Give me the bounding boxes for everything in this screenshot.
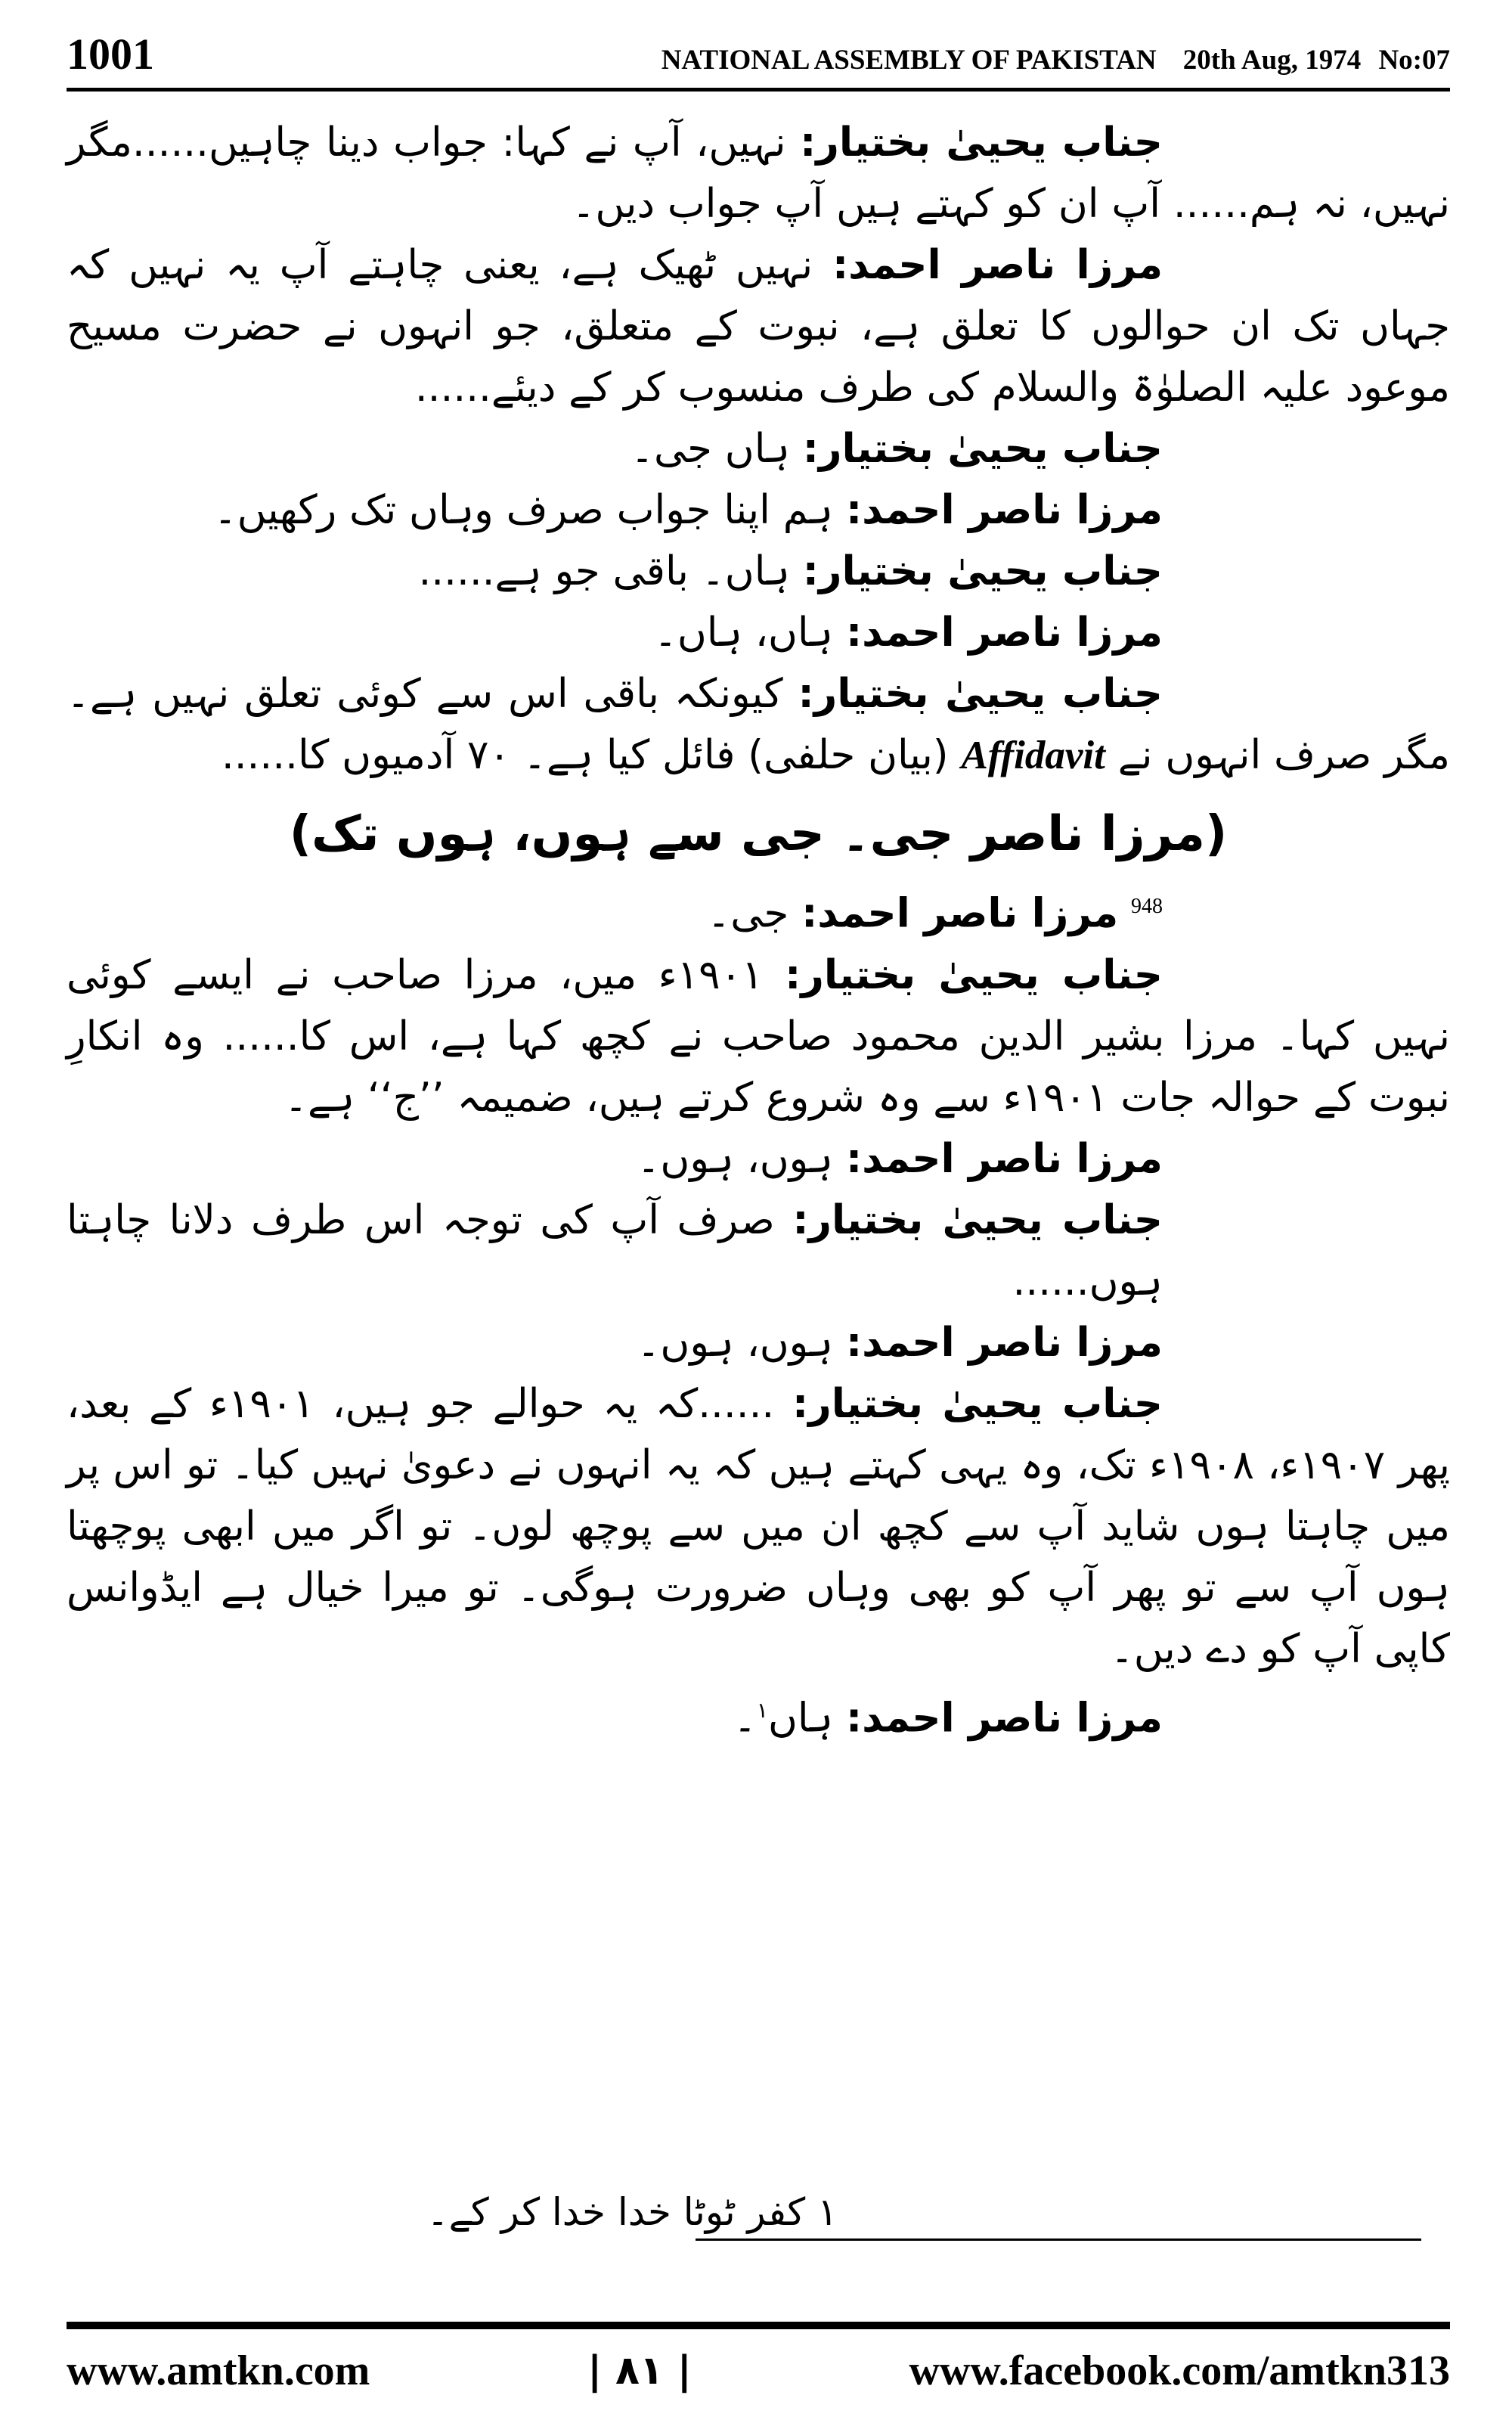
speaker-yahya: جناب یحییٰ بختیار:	[802, 548, 1163, 594]
dialogue-text: ......کہ یہ حوالے جو ہیں، ۱۹۰۱ء کے بعد، پھر ۱۹۰۷ء، ۱۹۰۸ء تک، وہ یہی کہتے ہیں کہ یہ انہوں نے دعویٰ نہیں کیا۔ تو اس پر میں چاہتا ہوں شاید آپ سے کچھ ان میں سے پوچھ لوں۔ تو اگر میں ابھی پوچھتا ہوں آپ سے تو پھر آپ کو بھی وہاں ضرورت ہوگی۔ تو میرا خیال ہے ایڈوانس کاپی آپ کو دے دیں۔	[67, 1380, 1451, 1672]
dialogue-line: مرزا ناصر احمد: ہاں$^۱$۔	[733, 1695, 1163, 1742]
dialogue-text: ہاں	[767, 1695, 834, 1742]
speaker-yahya: جناب یحییٰ بختیار:	[798, 671, 1163, 717]
running-head	[642, 44, 1450, 76]
issue-number: No:07	[1378, 45, 1450, 76]
dialogue-line	[67, 945, 1450, 1128]
footnote: ۱ کفر ٹوٹا خدا خدا کر کے۔	[426, 2190, 838, 2234]
speaker-mirza: مرزا ناصر احمد:	[832, 242, 1163, 288]
dialogue-text: ہوں، ہوں۔	[637, 1319, 834, 1366]
session-date: 20th Aug, 1974	[1182, 45, 1362, 76]
page-header	[67, 23, 1450, 86]
dialogue-line	[67, 1128, 1450, 1190]
page-number: 1001	[67, 29, 154, 79]
speaker-mirza: مرزا ناصر احمد:	[845, 610, 1163, 656]
speaker-mirza: مرزا ناصر احمد:	[801, 890, 1119, 937]
speaker-mirza: مرزا ناصر احمد:	[845, 1319, 1163, 1366]
dialogue-text: نہیں ٹھیک ہے، یعنی چاہتے آپ یہ نہیں کہ جہاں تک ان حوالوں کا تعلق ہے، نبوت کے متعلق، جو انہوں نے حضرت مسیح موعود علیہ الصلوٰۃ والسلام کی طرف منسوب کر کے دیئے......	[67, 242, 1450, 411]
dialogue-text: (بیان حلفی) فائل کیا ہے۔ ۷۰ آدمیوں کا......	[221, 732, 949, 778]
dialogue-line	[67, 876, 1450, 945]
speaker-mirza: مرزا ناصر احمد:	[845, 487, 1163, 533]
speaker-mirza: مرزا ناصر احمد:	[845, 1135, 1163, 1182]
header-rule	[67, 88, 1450, 92]
dialogue-text: ہوں، ہوں۔	[637, 1135, 834, 1182]
publication-title: NATIONAL ASSEMBLY OF PAKISTAN	[661, 45, 1157, 76]
page-marker: 948	[1131, 895, 1163, 918]
speaker-yahya: جناب یحییٰ بختیار:	[800, 119, 1163, 166]
speaker-yahya: جناب یحییٰ بختیار:	[792, 1196, 1163, 1243]
footnote-rule	[696, 2238, 1421, 2241]
footnote-ref: ۱	[756, 1697, 768, 1723]
facebook-link[interactable]: www.facebook.com/amtkn313	[909, 2347, 1450, 2394]
folio-number: | ۸۱ |	[587, 2348, 692, 2394]
dialogue-line	[67, 479, 1450, 541]
dialogue-line	[67, 541, 1450, 602]
speaker-mirza: مرزا ناصر احمد:	[845, 1695, 1163, 1742]
dialogue-text: ہاں، ہاں۔	[653, 610, 834, 656]
dialogue-line	[67, 234, 1450, 418]
dialogue-line	[67, 1190, 1450, 1312]
speaker-yahya: جناب یحییٰ بختیار:	[785, 951, 1163, 998]
affidavit-term: Affidavit	[961, 734, 1105, 777]
dialogue-text: ہاں۔ باقی جو ہے......	[418, 548, 790, 594]
dialogue-line	[67, 112, 1450, 234]
speaker-yahya: جناب یحییٰ بختیار:	[802, 426, 1163, 472]
dialogue-text: ۱۹۰۱ء میں، مرزا صاحب نے ایسے کوئی نہیں کہا۔ مرزا بشیر الدین محمود صاحب نے کچھ کہا ہے، اس کا...... وہ انکارِ نبوت کے حوالہ جات ۱۹۰۱ء سے وہ شروع کرتے ہیں، ضمیمہ ’’ج‘‘ ہے۔	[67, 951, 1450, 1121]
dialogue-line	[67, 418, 1450, 479]
footer-rule	[67, 2322, 1450, 2329]
dialogue-line	[67, 1312, 1450, 1373]
dialogue-text: ہاں جی۔	[630, 426, 790, 472]
page-footer	[67, 2337, 1450, 2405]
speaker-yahya: جناب یحییٰ بختیار:	[792, 1380, 1163, 1427]
dialogue-line	[67, 663, 1450, 786]
dialogue-text: جی۔	[707, 890, 789, 937]
dialogue-text: صرف آپ کی توجہ اس طرف دلانا چاہتا ہوں......	[67, 1196, 1163, 1305]
section-heading: (مرزا ناصر جی۔ جی سے ہوں، ہوں تک)	[289, 806, 1228, 862]
dialogue-line	[67, 1373, 1450, 1680]
dialogue-text: نہیں، آپ نے کہا: جواب دینا چاہیں......مگر نہیں، نہ ہم...... آپ ان کو کہتے ہیں آپ جواب دیں۔	[67, 119, 1450, 227]
transcript-body	[67, 112, 1450, 1748]
dialogue-text: ہم اپنا جواب صرف وہاں تک رکھیں۔	[213, 487, 834, 533]
dialogue-line	[67, 602, 1450, 663]
dialogue-text: کیونکہ باقی اس سے کوئی تعلق نہیں ہے۔ مگر صرف انہوں نے	[67, 671, 1450, 778]
website-link[interactable]: www.amtkn.com	[67, 2347, 370, 2394]
